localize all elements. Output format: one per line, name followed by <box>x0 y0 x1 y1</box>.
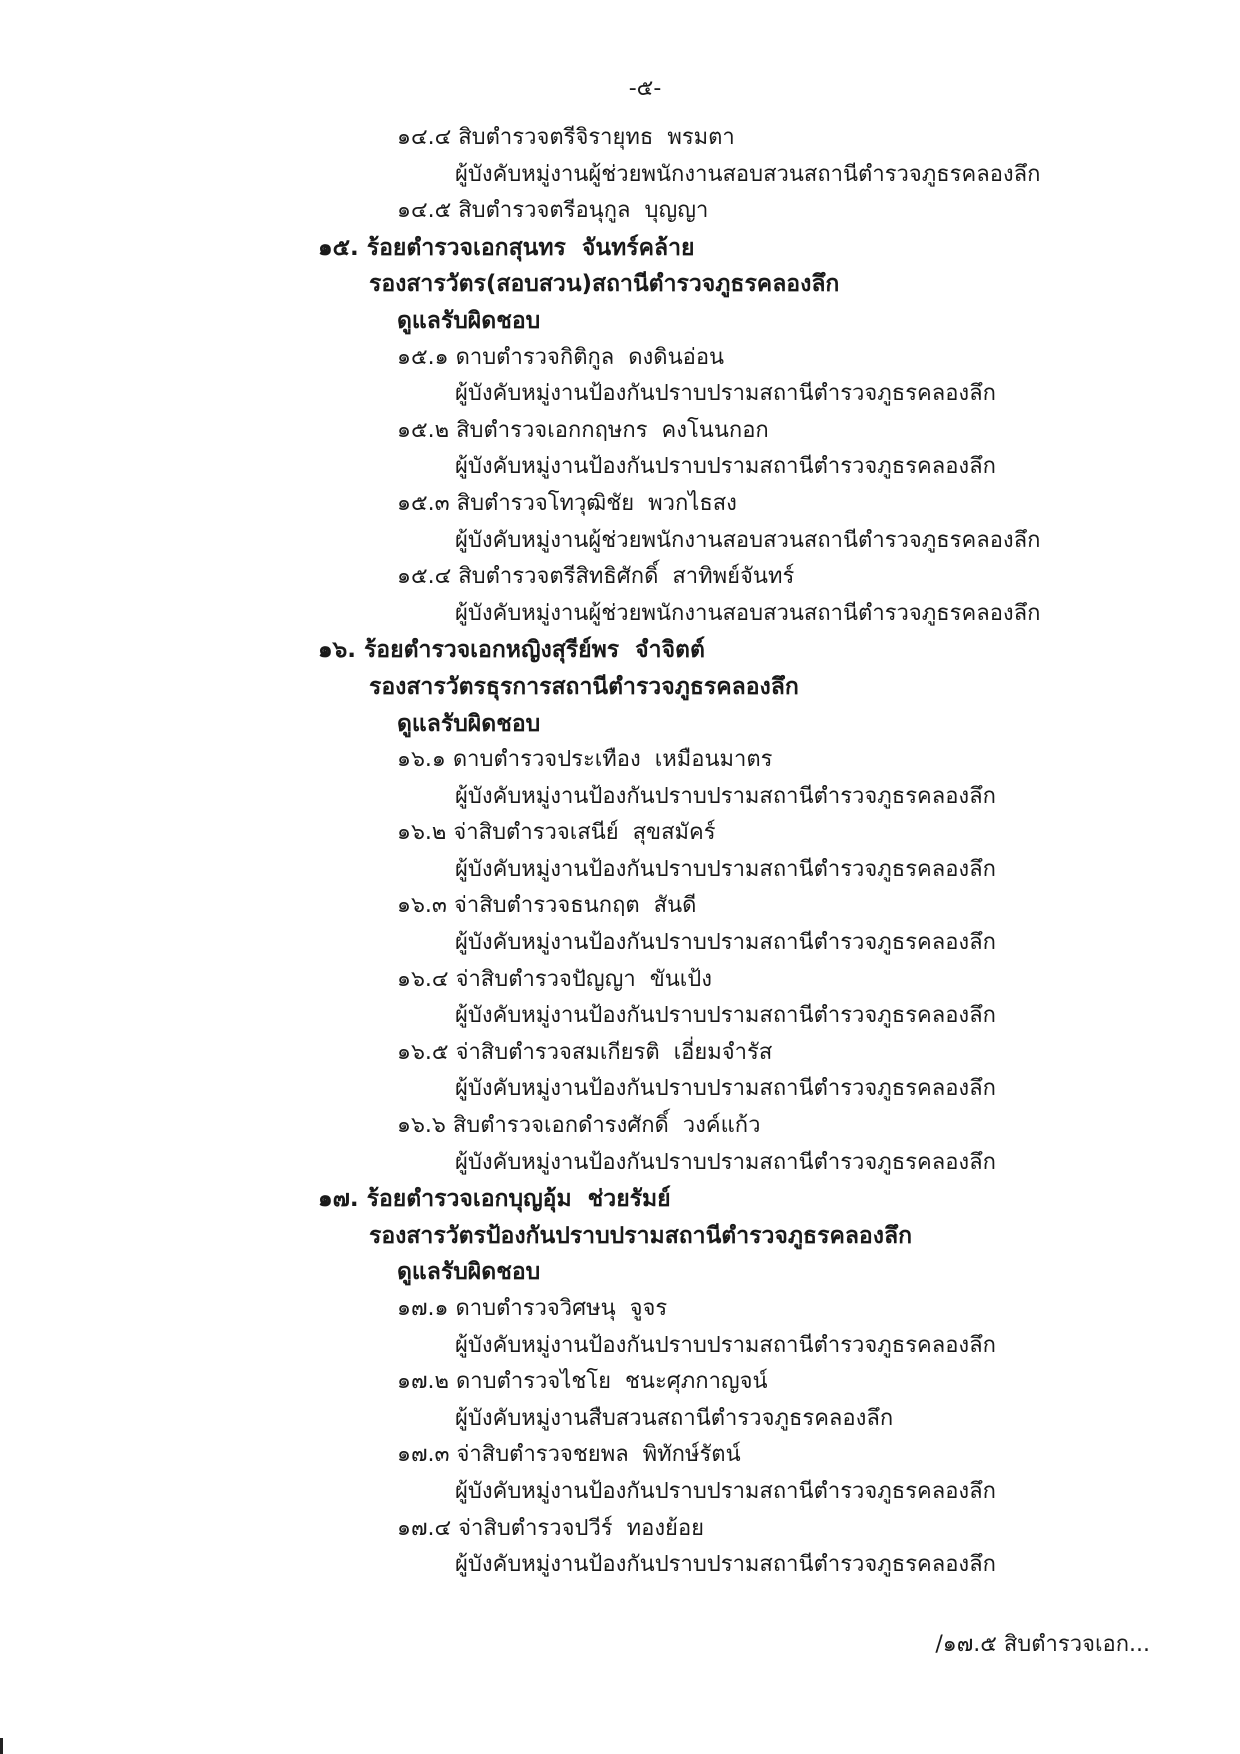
subordinate-duty: ผู้บังคับหมู่งานผู้ช่วยพนักงานสอบสวนสถานีตำรวจภูธรคลองลึก <box>455 600 1041 626</box>
subordinate-duty: ผู้บังคับหมู่งานป้องกันปราบปรามสถานีตำรวจภูธรคลองลึก <box>455 856 996 882</box>
subordinate-duty: ผู้บังคับหมู่งานป้องกันปราบปรามสถานีตำรวจภูธรคลองลึก <box>455 1149 996 1175</box>
subordinate-name: ๑๗.๓ จ่าสิบตำรวจชยพล พิทักษ์รัตน์ <box>397 1442 741 1468</box>
responsibility-label: ดูแลรับผิดชอบ <box>397 307 541 334</box>
responsibility-label: ดูแลรับผิดชอบ <box>397 710 541 737</box>
subordinate-duty: ผู้บังคับหมู่งานผู้ช่วยพนักงานสอบสวนสถานีตำรวจภูธรคลองลึก <box>455 527 1041 553</box>
subordinate-duty: ผู้บังคับหมู่งานผู้ช่วยพนักงานสอบสวนสถานีตำรวจภูธรคลองลึก <box>455 161 1041 187</box>
officer-heading: ๑๖. ร้อยตำรวจเอกหญิงสุรีย์พร จำจิตต์ <box>318 637 705 664</box>
subordinate-duty: ผู้บังคับหมู่งานป้องกันปราบปรามสถานีตำรวจภูธรคลองลึก <box>455 930 996 956</box>
subordinate-name: ๑๖.๔ จ่าสิบตำรวจปัญญา ขันเป้ง <box>397 966 713 992</box>
officer-position: รองสารวัตร(สอบสวน)สถานีตำรวจภูธรคลองลึก <box>369 271 840 298</box>
subordinate-name: ๑๖.๒ จ่าสิบตำรวจเสนีย์ สุขสมัคร์ <box>397 820 716 846</box>
subordinate-duty: ผู้บังคับหมู่งานป้องกันปราบปรามสถานีตำรวจภูธรคลองลึก <box>455 1478 996 1504</box>
subordinate-name: ๑๔.๕ สิบตำรวจตรีอนุกูล บุญญา <box>397 198 709 224</box>
subordinate-name: ๑๗.๒ ดาบตำรวจไชโย ชนะศุภกาญจน์ <box>397 1369 768 1395</box>
page-number: -๕- <box>628 76 662 101</box>
officer-position: รองสารวัตรธุรการสถานีตำรวจภูธรคลองลึก <box>369 673 799 700</box>
continuation-note: /๑๗.๕ สิบตำรวจเอก... <box>935 1632 1150 1657</box>
officer-heading: ๑๗. ร้อยตำรวจเอกบุญอุ้ม ช่วยรัมย์ <box>318 1186 671 1213</box>
subordinate-duty: ผู้บังคับหมู่งานสืบสวนสถานีตำรวจภูธรคลองลึก <box>455 1405 894 1431</box>
subordinate-name: ๑๕.๓ สิบตำรวจโทวุฒิชัย พวกไธสง <box>397 490 737 516</box>
subordinate-name: ๑๖.๕ จ่าสิบตำรวจสมเกียรติ เอี่ยมจำรัส <box>397 1039 773 1065</box>
subordinate-name: ๑๕.๔ สิบตำรวจตรีสิทธิศักดิ์ สาทิพย์จันทร์ <box>397 564 795 590</box>
subordinate-name: ๑๕.๒ สิบตำรวจเอกกฤษกร คงโนนกอก <box>397 417 769 443</box>
subordinate-name: ๑๖.๖ สิบตำรวจเอกดำรงศักดิ์ วงค์แก้ว <box>397 1113 761 1139</box>
subordinate-name: ๑๔.๔ สิบตำรวจตรีจิรายุทธ พรมตา <box>397 125 735 150</box>
subordinate-duty: ผู้บังคับหมู่งานป้องกันปราบปรามสถานีตำรวจภูธรคลองลึก <box>455 1003 996 1029</box>
subordinate-name: ๑๗.๑ ดาบตำรวจวิศษนุ จูจร <box>397 1296 668 1321</box>
subordinate-duty: ผู้บังคับหมู่งานป้องกันปราบปรามสถานีตำรวจภูธรคลองลึก <box>455 381 996 407</box>
subordinate-duty: ผู้บังคับหมู่งานป้องกันปราบปรามสถานีตำรวจภูธรคลองลึก <box>455 783 996 809</box>
subordinate-name: ๑๕.๑ ดาบตำรวจกิติกูล ดงดินอ่อน <box>397 344 725 370</box>
subordinate-duty: ผู้บังคับหมู่งานป้องกันปราบปรามสถานีตำรวจภูธรคลองลึก <box>455 1552 996 1578</box>
subordinate-duty: ผู้บังคับหมู่งานป้องกันปราบปรามสถานีตำรวจภูธรคลองลึก <box>455 454 996 480</box>
subordinate-name: ๑๖.๓ จ่าสิบตำรวจธนกฤต สันดี <box>397 893 697 919</box>
subordinate-duty: ผู้บังคับหมู่งานป้องกันปราบปรามสถานีตำรวจภูธรคลองลึก <box>455 1332 996 1358</box>
responsibility-label: ดูแลรับผิดชอบ <box>397 1259 541 1286</box>
subordinate-name: ๑๖.๑ ดาบตำรวจประเทือง เหมือนมาตร <box>397 747 773 773</box>
officer-position: รองสารวัตรป้องกันปราบปรามสถานีตำรวจภูธรคลองลึก <box>369 1222 912 1249</box>
subordinate-name: ๑๗.๔ จ่าสิบตำรวจปวีร์ ทองย้อย <box>397 1515 705 1541</box>
scan-edge-mark <box>0 1738 3 1754</box>
document-body <box>0 120 1240 1584</box>
subordinate-duty: ผู้บังคับหมู่งานป้องกันปราบปรามสถานีตำรวจภูธรคลองลึก <box>455 1076 996 1102</box>
officer-heading: ๑๕. ร้อยตำรวจเอกสุนทร จันทร์คล้าย <box>318 234 695 261</box>
